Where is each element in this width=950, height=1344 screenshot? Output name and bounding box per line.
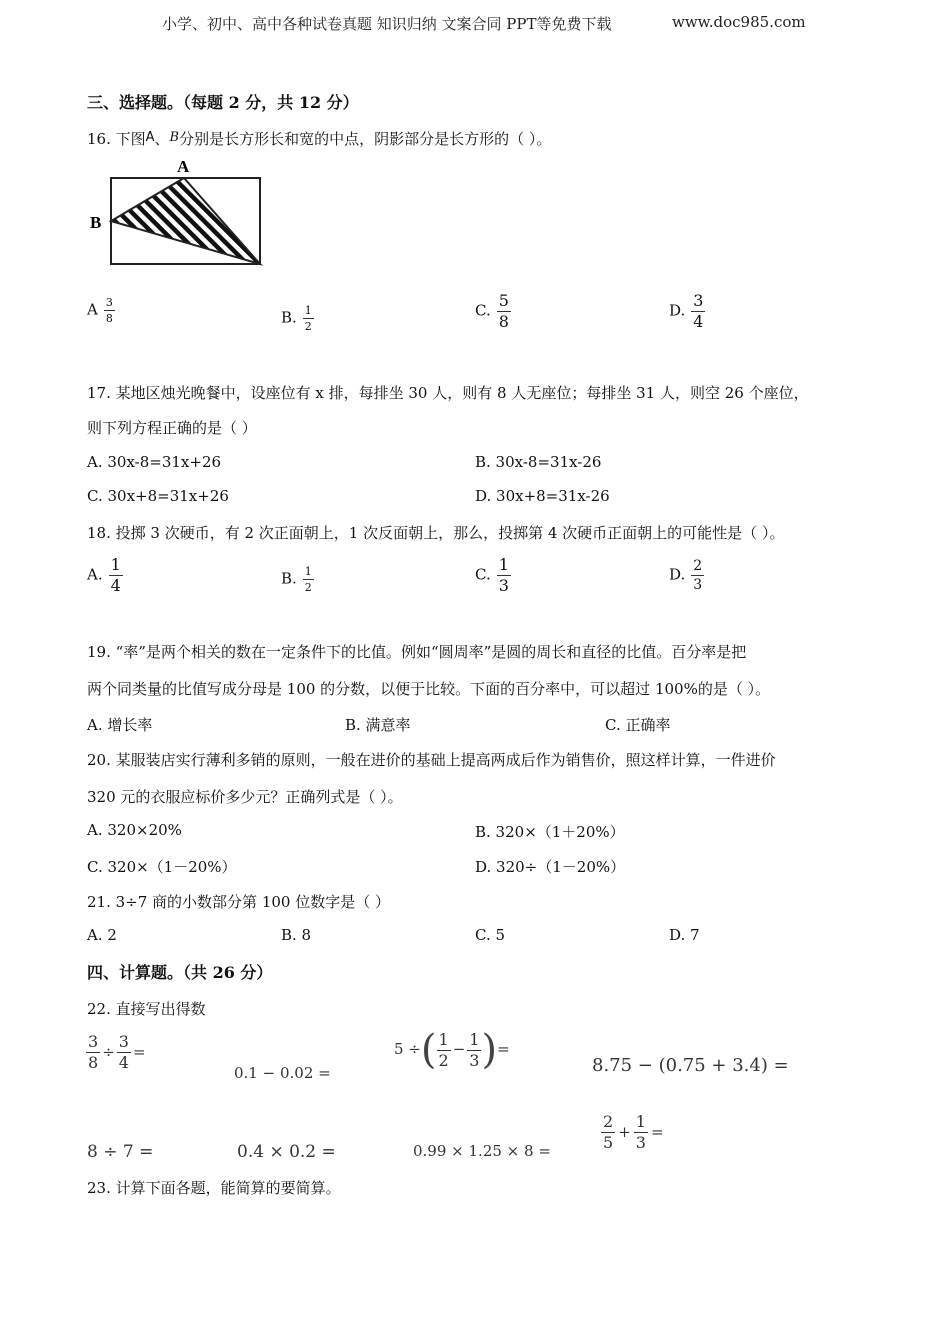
header-text: 小学、初中、高中各种试卷真题 知识归纳 文案合同 PPT等免费下载 bbox=[162, 15, 612, 33]
option-letter: C. bbox=[475, 301, 491, 320]
q16-option-c[interactable] bbox=[475, 293, 511, 330]
option-letter: B. bbox=[281, 569, 297, 588]
section-4-title: 四、计算题。（共 26 分） bbox=[87, 963, 273, 982]
q17-option-a[interactable]: A. 30x-8=31x+26 bbox=[87, 453, 222, 471]
q17-option-c[interactable]: C. 30x+8=31x+26 bbox=[87, 487, 229, 505]
q17-line2: 则下列方程正确的是（ ） bbox=[87, 419, 257, 437]
q16-option-b[interactable] bbox=[281, 305, 314, 332]
q19-option-c[interactable]: C. 正确率 bbox=[605, 716, 671, 734]
fraction: $\frac{1}{4}$ bbox=[110, 555, 121, 595]
fraction: $\frac{2}{3}$ bbox=[693, 558, 703, 593]
q16-option-a[interactable] bbox=[87, 297, 115, 324]
expr-fraction-division: $\frac{3}{8}$ ÷ $\frac{3}{4}$ = bbox=[88, 1032, 146, 1072]
q21-option-b[interactable]: B. 8 bbox=[281, 926, 312, 944]
question-22: 22. 直接写出得数 bbox=[87, 1000, 206, 1018]
option-letter: C. bbox=[475, 565, 491, 584]
q16-var-a: A bbox=[145, 130, 155, 145]
expr-decimal-parenthesis: 8.75 − (0.75 + 3.4) = bbox=[592, 1055, 789, 1076]
expr-int-division: 8 ÷ 7 = bbox=[87, 1142, 154, 1162]
option-letter: D. bbox=[669, 301, 686, 320]
q18-option-c[interactable] bbox=[475, 557, 511, 594]
q19-line1: 19. “率”是两个相关的数在一定条件下的比值。例如“圆周率”是圆的周长和直径的比值。百分率是把 bbox=[87, 643, 747, 661]
fraction: $\frac{1}{3}$ bbox=[498, 555, 509, 595]
question-16 bbox=[87, 128, 551, 149]
q19-line2: 两个同类量的比值写成分母是 100 的分数，以便于比较。下面的百分率中，可以超过 100%的是（ ）。 bbox=[87, 680, 771, 698]
fraction: $\frac{3}{8}$ bbox=[105, 296, 113, 325]
expr-decimal-multiplication: 0.4 × 0.2 = bbox=[237, 1142, 336, 1162]
q17-option-b[interactable]: B. 30x-8=31x-26 bbox=[475, 453, 602, 471]
question-23: 23. 计算下面各题，能简算的要简算。 bbox=[87, 1179, 341, 1197]
q18-option-d[interactable] bbox=[669, 559, 704, 592]
q20-option-a[interactable]: A. 320×20% bbox=[87, 821, 182, 839]
q20-option-c[interactable]: C. 320×（1－20%） bbox=[87, 858, 237, 876]
expr-triple-multiplication: 0.99 × 1.25 × 8 = bbox=[413, 1142, 551, 1160]
question-21: 21. 3÷7 商的小数部分第 100 位数字是（ ） bbox=[87, 893, 390, 911]
header-site: www.doc985.com bbox=[672, 13, 806, 31]
q20-line1: 20. 某服装店实行薄利多销的原则，一般在进价的基础上提高两成后作为销售价，照这样计算，一件进价 bbox=[87, 751, 776, 769]
option-letter: A. bbox=[87, 565, 103, 584]
q19-option-b[interactable]: B. 满意率 bbox=[345, 716, 411, 734]
point-b-label: B bbox=[90, 213, 102, 232]
fraction: $\frac{3}{4}$ bbox=[693, 291, 704, 331]
q16-rectangle-figure bbox=[84, 155, 274, 273]
q18-option-a[interactable] bbox=[87, 557, 123, 594]
q17-line1: 17. 某地区烛光晚餐中，设座位有 x 排，每排坐 30 人，则有 8 人无座位；每排坐 31 人，则空 26 个座位， bbox=[87, 384, 809, 402]
q16-var-b: B bbox=[169, 130, 180, 145]
option-letter: A bbox=[87, 300, 98, 319]
q21-option-a[interactable]: A. 2 bbox=[87, 926, 117, 944]
fraction: $\frac{1}{2}$ bbox=[304, 565, 312, 594]
q19-option-a[interactable]: A. 增长率 bbox=[87, 716, 153, 734]
expr-decimal-subtraction: 0.1 − 0.02 = bbox=[234, 1064, 331, 1082]
point-a-label: A bbox=[177, 157, 190, 176]
q20-line2: 320 元的衣服应标价多少元？正确列式是（ ）。 bbox=[87, 788, 403, 806]
q16-sep: 、 bbox=[154, 130, 170, 148]
fraction: $\frac{1}{2}$ bbox=[304, 304, 312, 333]
q17-option-d[interactable]: D. 30x+8=31x-26 bbox=[475, 487, 610, 505]
q20-option-b[interactable]: B. 320×（1＋20%） bbox=[475, 823, 625, 841]
expr-division-parenthesis: 5 ÷( $\frac{1}{2}$ − $\frac{1}{3}$ )= bbox=[394, 1027, 510, 1073]
fraction: $\frac{5}{8}$ bbox=[498, 291, 509, 331]
q16-prefix: 16. 下图 bbox=[87, 130, 146, 148]
q16-option-d[interactable] bbox=[669, 293, 705, 330]
q21-option-d[interactable]: D. 7 bbox=[669, 926, 700, 944]
option-letter: D. bbox=[669, 565, 686, 584]
q16-suffix: 分别是长方形长和宽的中点，阴影部分是长方形的（ ）。 bbox=[179, 130, 552, 148]
question-18: 18. 投掷 3 次硬币，有 2 次正面朝上，1 次反面朝上，那么，投掷第 4 次硬币正面朝上的可能性是（ ）。 bbox=[87, 524, 785, 542]
option-letter: B. bbox=[281, 308, 297, 327]
q18-option-b[interactable] bbox=[281, 566, 314, 593]
q20-option-d[interactable]: D. 320÷（1－20%） bbox=[475, 858, 626, 876]
q21-option-c[interactable]: C. 5 bbox=[475, 926, 506, 944]
section-3-title: 三、选择题。（每题 2 分，共 12 分） bbox=[87, 93, 359, 112]
expr-fraction-addition: $\frac{2}{5}$ + $\frac{1}{3}$ = bbox=[603, 1112, 664, 1152]
